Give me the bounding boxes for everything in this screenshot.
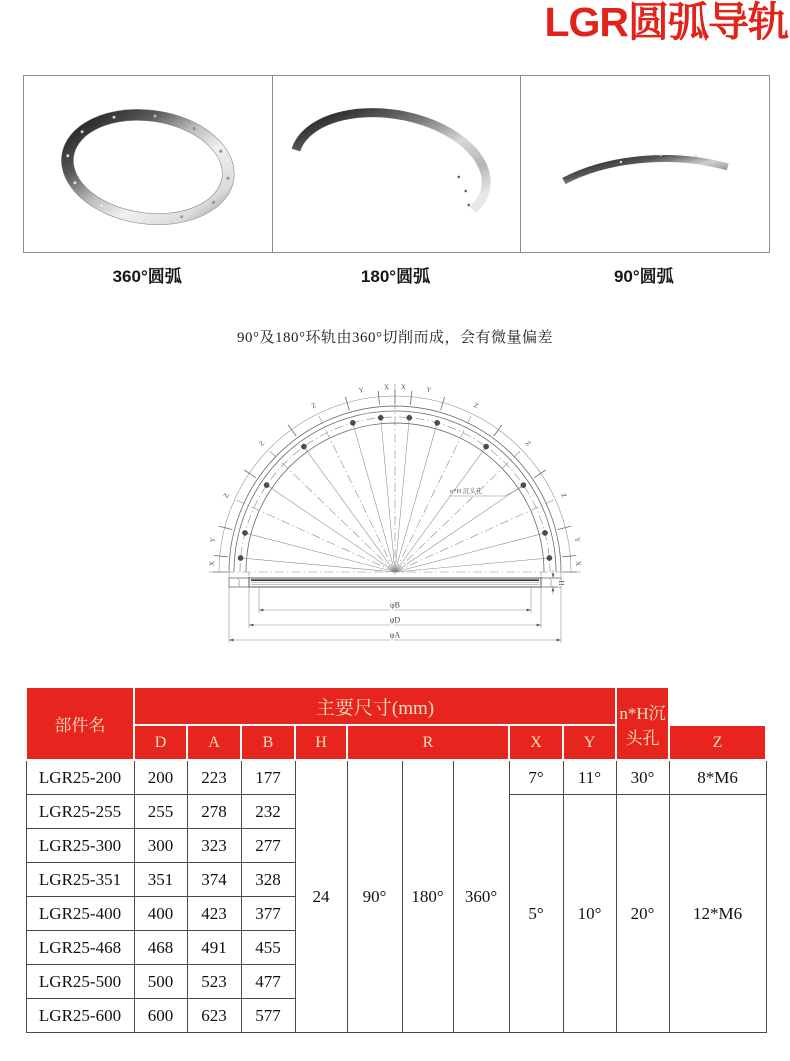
angle-z-label: Z (472, 401, 480, 411)
cell-r90-shared: 90° (347, 760, 402, 1033)
arc-180-graphic (273, 76, 521, 252)
technical-diagram (205, 380, 585, 652)
cell-b: 232 (241, 795, 295, 829)
cell-d: 351 (134, 863, 187, 897)
cell-d: 600 (134, 999, 187, 1033)
cell-b: 477 (241, 965, 295, 999)
cell-b: 577 (241, 999, 295, 1033)
arc-360-ring-graphic (24, 76, 272, 252)
angle-z-label: Z (257, 439, 267, 448)
angle-x-label: X (383, 383, 390, 392)
angle-y-label: Y (572, 536, 582, 544)
product-gallery (23, 75, 770, 253)
cell-z: 30° (616, 760, 669, 795)
cell-d: 500 (134, 965, 187, 999)
cell-d: 255 (134, 795, 187, 829)
spec-table-wrap (25, 686, 767, 1033)
cell-d: 300 (134, 829, 187, 863)
cell-h-shared: 24 (295, 760, 347, 1033)
angle-y-label: Y (208, 536, 218, 544)
cell-y-shared: 10° (563, 795, 616, 1033)
cell-part-name: LGR25-255 (26, 795, 134, 829)
cell-a: 423 (187, 897, 241, 931)
cell-d: 200 (134, 760, 187, 795)
dim-d-label: φD (389, 615, 401, 625)
cell-d: 468 (134, 931, 187, 965)
arc-180-image (273, 76, 522, 252)
header-a: A (187, 725, 241, 760)
cell-x-shared: 5° (509, 795, 563, 1033)
cell-z-shared: 20° (616, 795, 669, 1033)
cell-d: 400 (134, 897, 187, 931)
arc-360-image (24, 76, 273, 252)
arc-90-image (521, 76, 769, 252)
cell-part-name: LGR25-600 (26, 999, 134, 1033)
note-text: 90°及180°环轨由360°切削而成，会有微量偏差 (237, 330, 553, 346)
angle-y-label: Y (358, 385, 365, 395)
header-b: B (241, 725, 295, 760)
cell-a: 523 (187, 965, 241, 999)
gallery-captions (23, 262, 768, 287)
cell-b: 277 (241, 829, 295, 863)
header-part-name: 部件名 (26, 687, 134, 760)
angle-x-label: X (400, 383, 407, 392)
cell-part-name: LGR25-468 (26, 931, 134, 965)
angle-z-label: Z (221, 492, 231, 500)
header-holes: n*H沉头孔 (616, 687, 669, 760)
cell-part-name: LGR25-200 (26, 760, 134, 795)
header-x: X (509, 725, 563, 760)
header-d: D (134, 725, 187, 760)
header-z: Z (669, 725, 766, 760)
cell-holes: 8*M6 (669, 760, 766, 795)
cell-part-name: LGR25-500 (26, 965, 134, 999)
arc-90-graphic (521, 76, 769, 252)
cell-a: 374 (187, 863, 241, 897)
cell-a: 623 (187, 999, 241, 1033)
table-row (26, 760, 766, 795)
spec-table (25, 686, 767, 1033)
cell-part-name: LGR25-300 (26, 829, 134, 863)
cell-b: 377 (241, 897, 295, 931)
cell-r360-shared: 360° (453, 760, 509, 1033)
angle-z-label: Z (523, 439, 533, 448)
cell-a: 323 (187, 829, 241, 863)
cell-b: 455 (241, 931, 295, 965)
arc-180-label: 180°圆弧 (360, 267, 431, 286)
angle-z-label: Z (310, 401, 318, 411)
arc-90-label: 90°圆弧 (613, 267, 674, 286)
cell-b: 177 (241, 760, 295, 795)
header-dims-group: 主要尺寸(mm) (134, 687, 616, 725)
angle-z-label: Z (559, 492, 569, 500)
angle-y-label: Y (425, 385, 432, 395)
dim-b-label: φB (390, 600, 400, 610)
dim-a-label: φA (389, 630, 401, 640)
arc-360-label: 360°圆弧 (112, 267, 182, 286)
cell-x: 7° (509, 760, 563, 795)
cell-a: 491 (187, 931, 241, 965)
header-r: R (347, 725, 509, 760)
angle-x-label: X (207, 560, 217, 567)
cell-y: 11° (563, 760, 616, 795)
angle-x-label: X (573, 560, 583, 567)
header-y: Y (563, 725, 616, 760)
header-h: H (295, 725, 347, 760)
cell-holes-shared: 12*M6 (669, 795, 766, 1033)
cell-a: 223 (187, 760, 241, 795)
cell-b: 328 (241, 863, 295, 897)
cell-part-name: LGR25-400 (26, 897, 134, 931)
page-title: LGR圆弧导轨 (544, 0, 788, 45)
cell-part-name: LGR25-351 (26, 863, 134, 897)
dim-h-label: H (557, 580, 565, 586)
cell-a: 278 (187, 795, 241, 829)
hole-callout-label: n*H 沉头孔 (450, 488, 483, 495)
cell-r180-shared: 180° (402, 760, 453, 1033)
